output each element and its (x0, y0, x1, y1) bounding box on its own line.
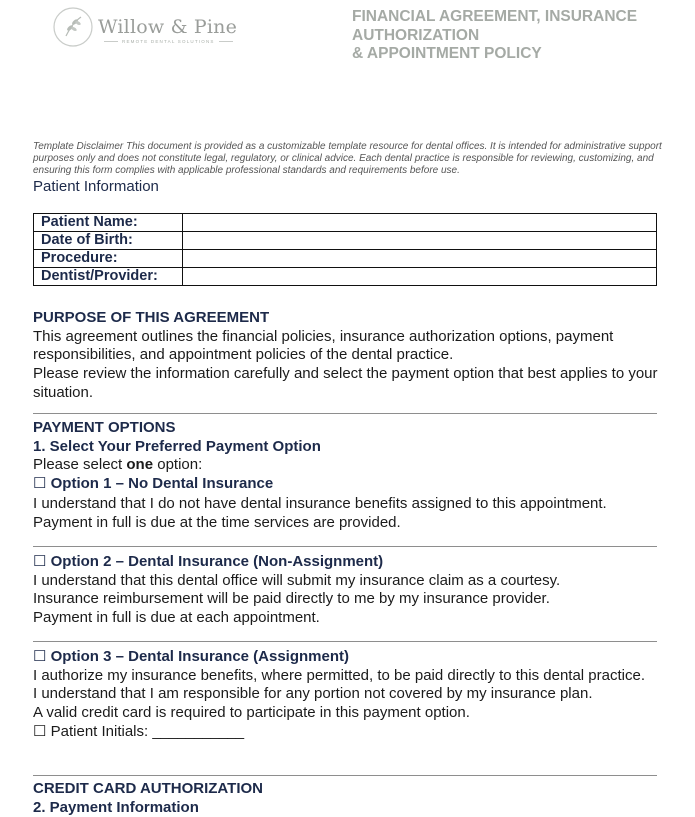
procedure-label: Procedure: (34, 250, 183, 268)
purpose-paragraph: Please review the information carefully and select the payment option that best applies to your situation. (33, 365, 658, 401)
checkbox-icon[interactable]: ☐ (33, 648, 47, 665)
title-line: AUTHORIZATION (352, 26, 480, 44)
option-1-row[interactable] (33, 475, 663, 494)
brand-tagline: REMOTE DENTAL SOLUTIONS (100, 39, 237, 44)
leaf-logo-icon (52, 6, 94, 48)
dentist-provider-field[interactable] (183, 268, 657, 286)
document-title (352, 8, 672, 64)
template-disclaimer: Template Disclaimer This document is provided as a customizable template resource for dental offices. It is intended for administrative support purposes only and does not constitute legal, regulatory, or clinical advice. Each dental practice is responsible for reviewing, customizing, and ensuring this form complies with applicable professional standards and requirements before use. (33, 141, 662, 176)
option-2-row[interactable] (33, 553, 663, 572)
patient-name-label: Patient Name: (34, 214, 183, 232)
option-3-text: I understand that I am responsible for any portion not covered by my insurance plan. (33, 685, 593, 703)
date-of-birth-field[interactable] (183, 232, 657, 250)
patient-initials-row[interactable] (33, 723, 663, 742)
patient-info-label: Patient Information (33, 178, 159, 195)
option-2-text: Insurance reimbursement will be paid directly to me by my insurance provider. (33, 590, 550, 608)
divider (33, 413, 657, 414)
option-2-text: I understand that this dental office will submit my insurance claim as a courtesy. (33, 571, 561, 589)
credit-card-subheading: 2. Payment Information (33, 798, 199, 816)
brand-name: Willow & Pine (98, 16, 238, 38)
patient-info-table (33, 213, 657, 286)
payment-options-subheading: 1. Select Your Preferred Payment Option (33, 437, 321, 455)
purpose-heading: PURPOSE OF THIS AGREEMENT (33, 309, 270, 326)
table-row (34, 250, 657, 268)
title-line: FINANCIAL AGREEMENT, INSURANCE (352, 8, 638, 25)
payment-options-section (33, 419, 663, 532)
divider (33, 546, 657, 547)
purpose-section (33, 309, 663, 403)
procedure-field[interactable] (183, 250, 657, 268)
option-2-text: Payment in full is due at each appointment. (33, 609, 320, 627)
patient-initials-field[interactable]: Patient Initials: ___________ (50, 722, 245, 740)
dentist-provider-label: Dentist/Provider: (34, 268, 183, 286)
instruction-text: option: (153, 456, 203, 474)
option-2-title: Option 2 – Dental Insurance (Non-Assignment) (50, 553, 384, 570)
option-1-text: Payment in full is due at the time services are provided. (33, 513, 401, 531)
table-row (34, 232, 657, 250)
table-row (34, 268, 657, 286)
option-3-title: Option 3 – Dental Insurance (Assignment) (50, 648, 350, 665)
instruction-text: Please select (33, 456, 127, 474)
option-2-section (33, 553, 663, 628)
option-3-text: A valid credit card is required to participate in this payment option. (33, 704, 470, 722)
credit-card-heading: CREDIT CARD AUTHORIZATION (33, 780, 263, 797)
brand-logo (52, 6, 238, 50)
option-1-text: I understand that I do not have dental insurance benefits assigned to this appointment. (33, 494, 607, 512)
checkbox-icon[interactable]: ☐ (33, 475, 47, 493)
credit-card-section (33, 780, 663, 817)
date-of-birth-label: Date of Birth: (34, 232, 183, 250)
purpose-paragraph: This agreement outlines the financial policies, insurance authorization options, payment responsibilities, and appointment policies of the dental practice. (33, 327, 614, 364)
option-3-text: I authorize my insurance benefits, where permitted, to be paid directly to this dental practice. (33, 666, 645, 684)
option-3-row[interactable] (33, 648, 663, 667)
payment-options-heading: PAYMENT OPTIONS (33, 419, 176, 436)
payment-instruction (33, 456, 663, 475)
table-row (34, 214, 657, 232)
title-line: & APPOINTMENT POLICY (352, 45, 542, 62)
divider (33, 641, 657, 642)
option-3-section (33, 648, 663, 742)
divider (33, 775, 657, 776)
checkbox-icon[interactable]: ☐ (33, 722, 47, 740)
instruction-emphasis: one (126, 456, 154, 474)
patient-name-field[interactable] (183, 214, 657, 232)
checkbox-icon[interactable]: ☐ (33, 553, 47, 570)
option-1-title: Option 1 – No Dental Insurance (50, 475, 274, 493)
